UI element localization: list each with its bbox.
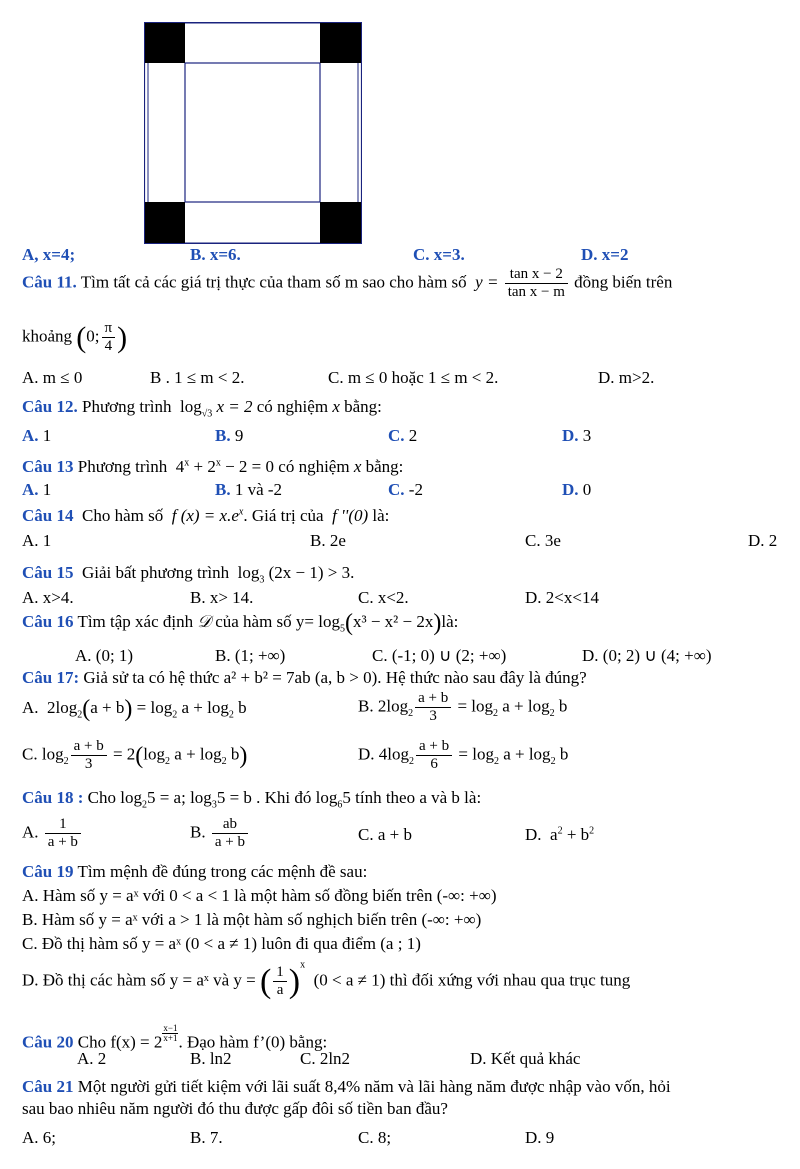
q12-option-b: B. 9 — [215, 426, 244, 445]
q15-option-a: A. x>4. — [22, 588, 74, 607]
q16-option-b: B. (1; +∞) — [215, 646, 286, 665]
q21-option-d: D. 9 — [525, 1128, 555, 1147]
q13-option-d: D. 0 — [562, 480, 592, 499]
q16-option-a: A. (0; 1) — [75, 646, 134, 665]
q21-option-c: C. 8; — [358, 1128, 392, 1147]
q11-label: Câu 11. — [22, 272, 77, 292]
q15-stem: Câu 15 Giải bất phương trình $\log_3 (2x - 1) > 3$. — [22, 563, 355, 586]
q19-option-a: A. Hàm số y = aˣ với 0 < a < 1 là một hàm số đồng biến trên (-∞: +∞) — [22, 886, 497, 905]
q14-option-d: D. 2 — [748, 531, 778, 550]
q15-option-c: C. x<2. — [358, 588, 409, 607]
q21-stem-cont: sau bao nhiêu năm người đó thu được gấp đôi số tiền ban đầu? — [22, 1099, 448, 1118]
corner-top-left — [145, 23, 185, 63]
corner-bottom-left — [145, 202, 185, 243]
q21-stem: Câu 21 Một người gửi tiết kiệm với lãi suất 8,4% năm và lãi hàng năm được nhập vào vốn, hỏi — [22, 1077, 671, 1096]
q12-stem: Câu 12. Phương trình $\log_{√3} x = 2$ có nghiệm x bằng: — [22, 397, 382, 420]
q11-stem: Câu 11. Tìm tất cả các giá trị thực của tham số m sao cho hàm số y = $\frac{\text{tan x − 2}}{\text{tan x − m}}$ đồng biến trên — [22, 266, 673, 301]
q10-option-a: A, x=4; — [22, 245, 76, 264]
q11-option-a: A. m ≤ 0 — [22, 368, 83, 387]
q18-option-c: C. a + b — [358, 825, 412, 844]
q21-option-b: B. 7. — [190, 1128, 223, 1147]
q11-option-c: C. m ≤ 0 hoặc 1 ≤ m < 2. — [328, 368, 499, 387]
q14-option-a: A. 1 — [22, 531, 52, 550]
corner-bottom-right — [320, 202, 361, 243]
q15-option-d: D. 2<x<14 — [525, 588, 599, 607]
q12-option-c: C. 2 — [388, 426, 418, 445]
q20-option-d: D. Kết quả khác — [470, 1049, 581, 1068]
q20-stem: Câu 20 Cho f(x) = 2 $\frac{x-1}{x+1}$ . Đạo hàm f’(0) bằng: — [22, 1023, 328, 1052]
q16-stem: Câu 16 Tìm tập xác định 𝒟 của hàm số $y= \log_5(x^3 - x^2$ − 2x)là: — [22, 610, 459, 636]
q13-option-b: B. 1 và -2 — [215, 480, 283, 499]
q11-fraction: $\frac{\text{tan x − 2}}{\text{tan x − m}}$ — [505, 266, 568, 302]
cut-corner-square-figure — [144, 22, 362, 244]
q12-option-d: D. 3 — [562, 426, 592, 445]
q16-option-c: C. (-1; 0) ∪ (2; +∞) — [372, 646, 507, 665]
corner-top-right — [320, 23, 361, 63]
q17-option-a: A. $2\log_2(a + b) = \log_2 a + \log_2 b$ — [22, 696, 247, 722]
q11-option-b: B . 1 ≤ m < 2. — [150, 368, 245, 387]
q19-option-b: B. Hàm số y = aˣ với a > 1 là một hàm số nghịch biến trên (-∞: +∞) — [22, 910, 482, 929]
q17-stem: Câu 17: Giả sử ta có hệ thức a² + b² = 7ab (a, b > 0). Hệ thức nào sau đây là đúng? — [22, 668, 587, 687]
q17-option-d: D. $4\log_2$ $\frac{a + b}{6}$ = $\log_2 a + \log_2 b$ — [358, 738, 569, 773]
q20-option-b: B. ln2 — [190, 1049, 232, 1068]
q11-interval: khoảng (0; $\frac{\pi}{4}$ ) — [22, 320, 128, 355]
inner-square — [185, 63, 320, 202]
q18-option-a: A. $\frac{1}{a + b}$ — [22, 816, 83, 852]
q13-stem: Câu 13 Phương trình $4^x + 2^x - 2 = 0$ có nghiệm x bằng: — [22, 457, 404, 476]
q10-option-d: D. x=2 — [581, 245, 629, 264]
q15-option-b: B. x> 14. — [190, 588, 254, 607]
q14-option-c: C. 3e — [525, 531, 561, 550]
q13-option-c: C. -2 — [388, 480, 423, 499]
q17-option-b: B. $2\log_2$ $\frac{a + b}{3}$ = $\log_2 a + \log_2 b$ — [358, 690, 568, 725]
q14-stem: Câu 14 Cho hàm số f $(x) = x.e^x$. Giá trị của f ''(0) là: — [22, 506, 390, 525]
q14-option-b: B. 2e — [310, 531, 346, 550]
q19-option-c: C. Đồ thị hàm số y = aˣ (0 < a ≠ 1) luôn đi qua điểm (a ; 1) — [22, 934, 421, 953]
q13-option-a: A. 1 — [22, 480, 52, 499]
q11-option-d: D. m>2. — [598, 368, 655, 387]
q19-option-d: D. Đồ thị các hàm số y = aˣ và y = ( $\frac{1}{a}$ )$^x$ (0 < a ≠ 1) thì đối xứng với nhau qua trục tung — [22, 959, 631, 1000]
q18-option-b: B. $\frac{ab}{a + b}$ — [190, 816, 250, 852]
q12-option-a: A. 1 — [22, 426, 52, 445]
q19-stem: Câu 19 Tìm mệnh đề đúng trong các mệnh đề sau: — [22, 862, 368, 881]
q20-option-a: A. 2 — [77, 1049, 107, 1068]
q16-option-d: D. (0; 2) ∪ (4; +∞) — [582, 646, 712, 665]
q10-option-c: C. x=3. — [413, 245, 465, 264]
q17-option-c: C. $\log_2$ $\frac{a + b}{3}$ = $2(\log_2$ $a + \log_2 b$) — [22, 738, 248, 773]
q18-option-d: D. $a^2 + b^2$ — [525, 825, 595, 844]
q20-option-c: C. 2ln2 — [300, 1049, 351, 1068]
q18-stem: Câu 18 : Cho $\log_25 = a$; $\log_35 = b$ . Khi đó $\log_65$ tính theo a và b là: — [22, 788, 482, 811]
q10-option-b: B. x=6. — [190, 245, 241, 264]
q21-option-a: A. 6; — [22, 1128, 56, 1147]
